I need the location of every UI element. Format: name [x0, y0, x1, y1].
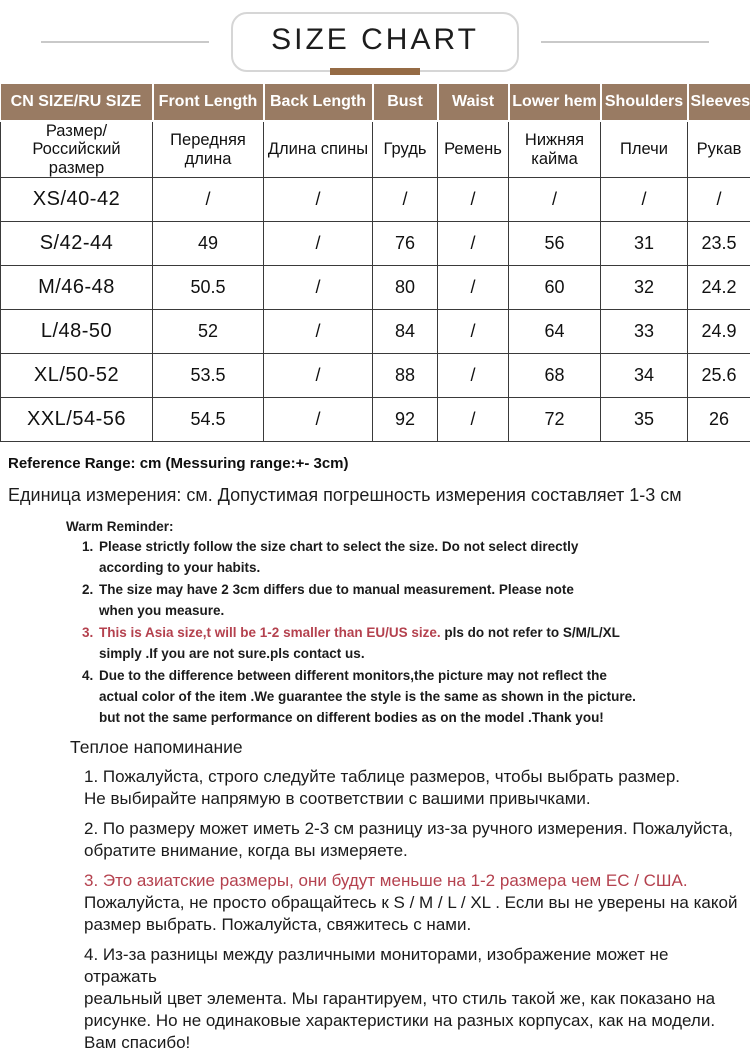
value-cell: /	[264, 310, 373, 354]
value-cell: 53.5	[153, 354, 264, 398]
reminder-item-number: 1.	[82, 536, 99, 578]
reminder-item-body	[99, 579, 574, 621]
column-header-en: Lower hem	[509, 84, 601, 121]
value-cell: 92	[373, 398, 438, 442]
text-line	[84, 914, 740, 936]
text-segment: рисунке. Но не одинаковые характеристики на разных корпусах, как на модели.	[84, 1011, 715, 1030]
text-segment: according to your habits.	[99, 560, 260, 575]
text-line	[99, 600, 574, 621]
value-cell: 25.6	[688, 354, 750, 398]
warm-reminder-title-ru: Теплое напоминание	[70, 737, 750, 758]
page-title: SIZE CHART	[271, 23, 479, 56]
value-cell: /	[153, 178, 264, 222]
value-cell: 32	[601, 266, 688, 310]
page-title-box	[231, 12, 519, 72]
value-cell: 24.2	[688, 266, 750, 310]
reminder-item-ru	[84, 818, 740, 862]
text-segment: simply .If you are not sure.pls contact us.	[99, 646, 365, 661]
column-header-en: CN SIZE/RU SIZE	[1, 84, 153, 121]
text-line	[99, 643, 620, 664]
value-cell: /	[438, 178, 509, 222]
column-header-ru: Грудь	[373, 121, 438, 178]
text-segment: actual color of the item .We guarantee the style is the same as shown in the picture.	[99, 689, 636, 704]
column-header-en: Front Length	[153, 84, 264, 121]
decorative-line-left	[41, 41, 209, 43]
value-cell: 68	[509, 354, 601, 398]
text-segment: 1. Пожалуйста, строго следуйте таблице размеров, чтобы выбрать размер.	[84, 767, 680, 786]
table-row	[1, 222, 750, 266]
value-cell: 56	[509, 222, 601, 266]
value-cell: 33	[601, 310, 688, 354]
value-cell: 35	[601, 398, 688, 442]
value-cell: /	[438, 266, 509, 310]
text-segment: Вам спасибо!	[84, 1033, 190, 1052]
reminder-item-en	[82, 579, 740, 621]
text-line	[99, 622, 620, 643]
column-header-en: Sleeves	[688, 84, 750, 121]
title-accent-bar	[330, 68, 420, 75]
size-label-cell: XL/50-52	[1, 354, 153, 398]
value-cell: 50.5	[153, 266, 264, 310]
size-label-cell: M/46-48	[1, 266, 153, 310]
text-line	[84, 870, 740, 892]
text-segment: размер выбрать. Пожалуйста, свяжитесь с нами.	[84, 915, 471, 934]
decorative-line-right	[541, 41, 709, 43]
value-cell: /	[509, 178, 601, 222]
size-table-body	[1, 178, 750, 442]
reference-range-en: Reference Range: cm (Messuring range:+- 3cm)	[8, 455, 750, 472]
column-header-ru: Размер/Российский размер	[1, 121, 153, 178]
size-label-cell: XS/40-42	[1, 178, 153, 222]
value-cell: 64	[509, 310, 601, 354]
text-line	[84, 1010, 740, 1032]
table-row	[1, 398, 750, 442]
text-line	[84, 840, 740, 862]
value-cell: 52	[153, 310, 264, 354]
value-cell: 24.9	[688, 310, 750, 354]
value-cell: 72	[509, 398, 601, 442]
value-cell: 88	[373, 354, 438, 398]
warm-reminder-title: Warm Reminder:	[66, 519, 750, 534]
text-segment: 2. По размеру может иметь 2-3 см разницу из-за ручного измерения. Пожалуйста,	[84, 819, 733, 838]
text-segment: 4. Из-за разницы между различными мониторами, изображение может не отражать	[84, 945, 668, 986]
column-header-ru: Нижняя кайма	[509, 121, 601, 178]
reminder-item-body	[99, 536, 578, 578]
warm-reminder-list-ru	[0, 766, 750, 1054]
column-header-en: Waist	[438, 84, 509, 121]
text-segment: pls do not refer to S/M/L/XL	[441, 625, 620, 640]
table-row	[1, 266, 750, 310]
title-section	[0, 0, 750, 84]
text-line	[84, 892, 740, 914]
value-cell: 31	[601, 222, 688, 266]
value-cell: /	[264, 178, 373, 222]
value-cell: /	[438, 310, 509, 354]
text-segment: Не выбирайте напрямую в соответствии с вашими привычками.	[84, 789, 591, 808]
reminder-item-body	[99, 622, 620, 664]
value-cell: /	[264, 266, 373, 310]
text-segment: реальный цвет элемента. Мы гарантируем, что стиль такой же, как показано на	[84, 989, 715, 1008]
text-line	[99, 557, 578, 578]
reminder-item-en	[82, 622, 740, 664]
header-row-en	[1, 84, 750, 121]
table-row	[1, 178, 750, 222]
size-table	[0, 84, 750, 442]
value-cell: /	[601, 178, 688, 222]
value-cell: 54.5	[153, 398, 264, 442]
column-header-ru: Рукав	[688, 121, 750, 178]
column-header-ru: Длина спины	[264, 121, 373, 178]
value-cell: 49	[153, 222, 264, 266]
reminder-item-number: 2.	[82, 579, 99, 621]
text-line	[99, 686, 636, 707]
column-header-en: Back Length	[264, 84, 373, 121]
size-label-cell: L/48-50	[1, 310, 153, 354]
column-header-en: Bust	[373, 84, 438, 121]
text-segment: Please strictly follow the size chart to select the size. Do not select directly	[99, 539, 578, 554]
reminder-item-en	[82, 536, 740, 578]
value-cell: 76	[373, 222, 438, 266]
text-line	[84, 988, 740, 1010]
text-line	[84, 818, 740, 840]
text-segment: when you measure.	[99, 603, 224, 618]
column-header-ru: Ремень	[438, 121, 509, 178]
text-segment: 3. Это азиатские размеры, они будут меньше на 1-2 размера чем ЕС / США.	[84, 871, 688, 890]
text-segment: but not the same performance on different bodies as on the model .Thank you!	[99, 710, 604, 725]
value-cell: /	[264, 398, 373, 442]
value-cell: /	[373, 178, 438, 222]
text-line	[99, 665, 636, 686]
text-line	[84, 766, 740, 788]
warm-reminder-list-en	[0, 536, 750, 728]
reference-range-ru: Единица измерения: см. Допустимая погрешность измерения составляет 1-3 см	[8, 485, 750, 506]
text-line	[84, 944, 740, 988]
text-segment: Due to the difference between different monitors,the picture may not reflect the	[99, 668, 607, 683]
value-cell: /	[438, 222, 509, 266]
column-header-ru: Плечи	[601, 121, 688, 178]
value-cell: /	[688, 178, 750, 222]
header-row-ru	[1, 121, 750, 178]
value-cell: /	[438, 398, 509, 442]
column-header-ru: Передняя длина	[153, 121, 264, 178]
reminder-item-ru	[84, 870, 740, 936]
text-line	[99, 536, 578, 557]
size-label-cell: S/42-44	[1, 222, 153, 266]
text-line	[84, 788, 740, 810]
size-label-cell: XXL/54-56	[1, 398, 153, 442]
value-cell: 23.5	[688, 222, 750, 266]
value-cell: 34	[601, 354, 688, 398]
value-cell: /	[264, 354, 373, 398]
column-header-en: Shoulders	[601, 84, 688, 121]
value-cell: 60	[509, 266, 601, 310]
table-row	[1, 310, 750, 354]
value-cell: 80	[373, 266, 438, 310]
reminder-item-number: 3.	[82, 622, 99, 664]
reminder-item-number: 4.	[82, 665, 99, 728]
table-row	[1, 354, 750, 398]
text-segment: обратите внимание, когда вы измеряете.	[84, 841, 408, 860]
value-cell: /	[438, 354, 509, 398]
text-line	[99, 579, 574, 600]
value-cell: 84	[373, 310, 438, 354]
value-cell: 26	[688, 398, 750, 442]
text-segment: This is Asia size,t will be 1-2 smaller than EU/US size.	[99, 625, 441, 640]
reminder-item-en	[82, 665, 740, 728]
text-line	[84, 1032, 740, 1054]
text-segment: Пожалуйста, не просто обращайтесь к S / M / L / XL . Если вы не уверены на какой	[84, 893, 737, 912]
reminder-item-ru	[84, 766, 740, 810]
text-line	[99, 707, 636, 728]
text-segment: The size may have 2 3cm differs due to manual measurement. Please note	[99, 582, 574, 597]
value-cell: /	[264, 222, 373, 266]
reminder-item-ru	[84, 944, 740, 1054]
reminder-item-body	[99, 665, 636, 728]
